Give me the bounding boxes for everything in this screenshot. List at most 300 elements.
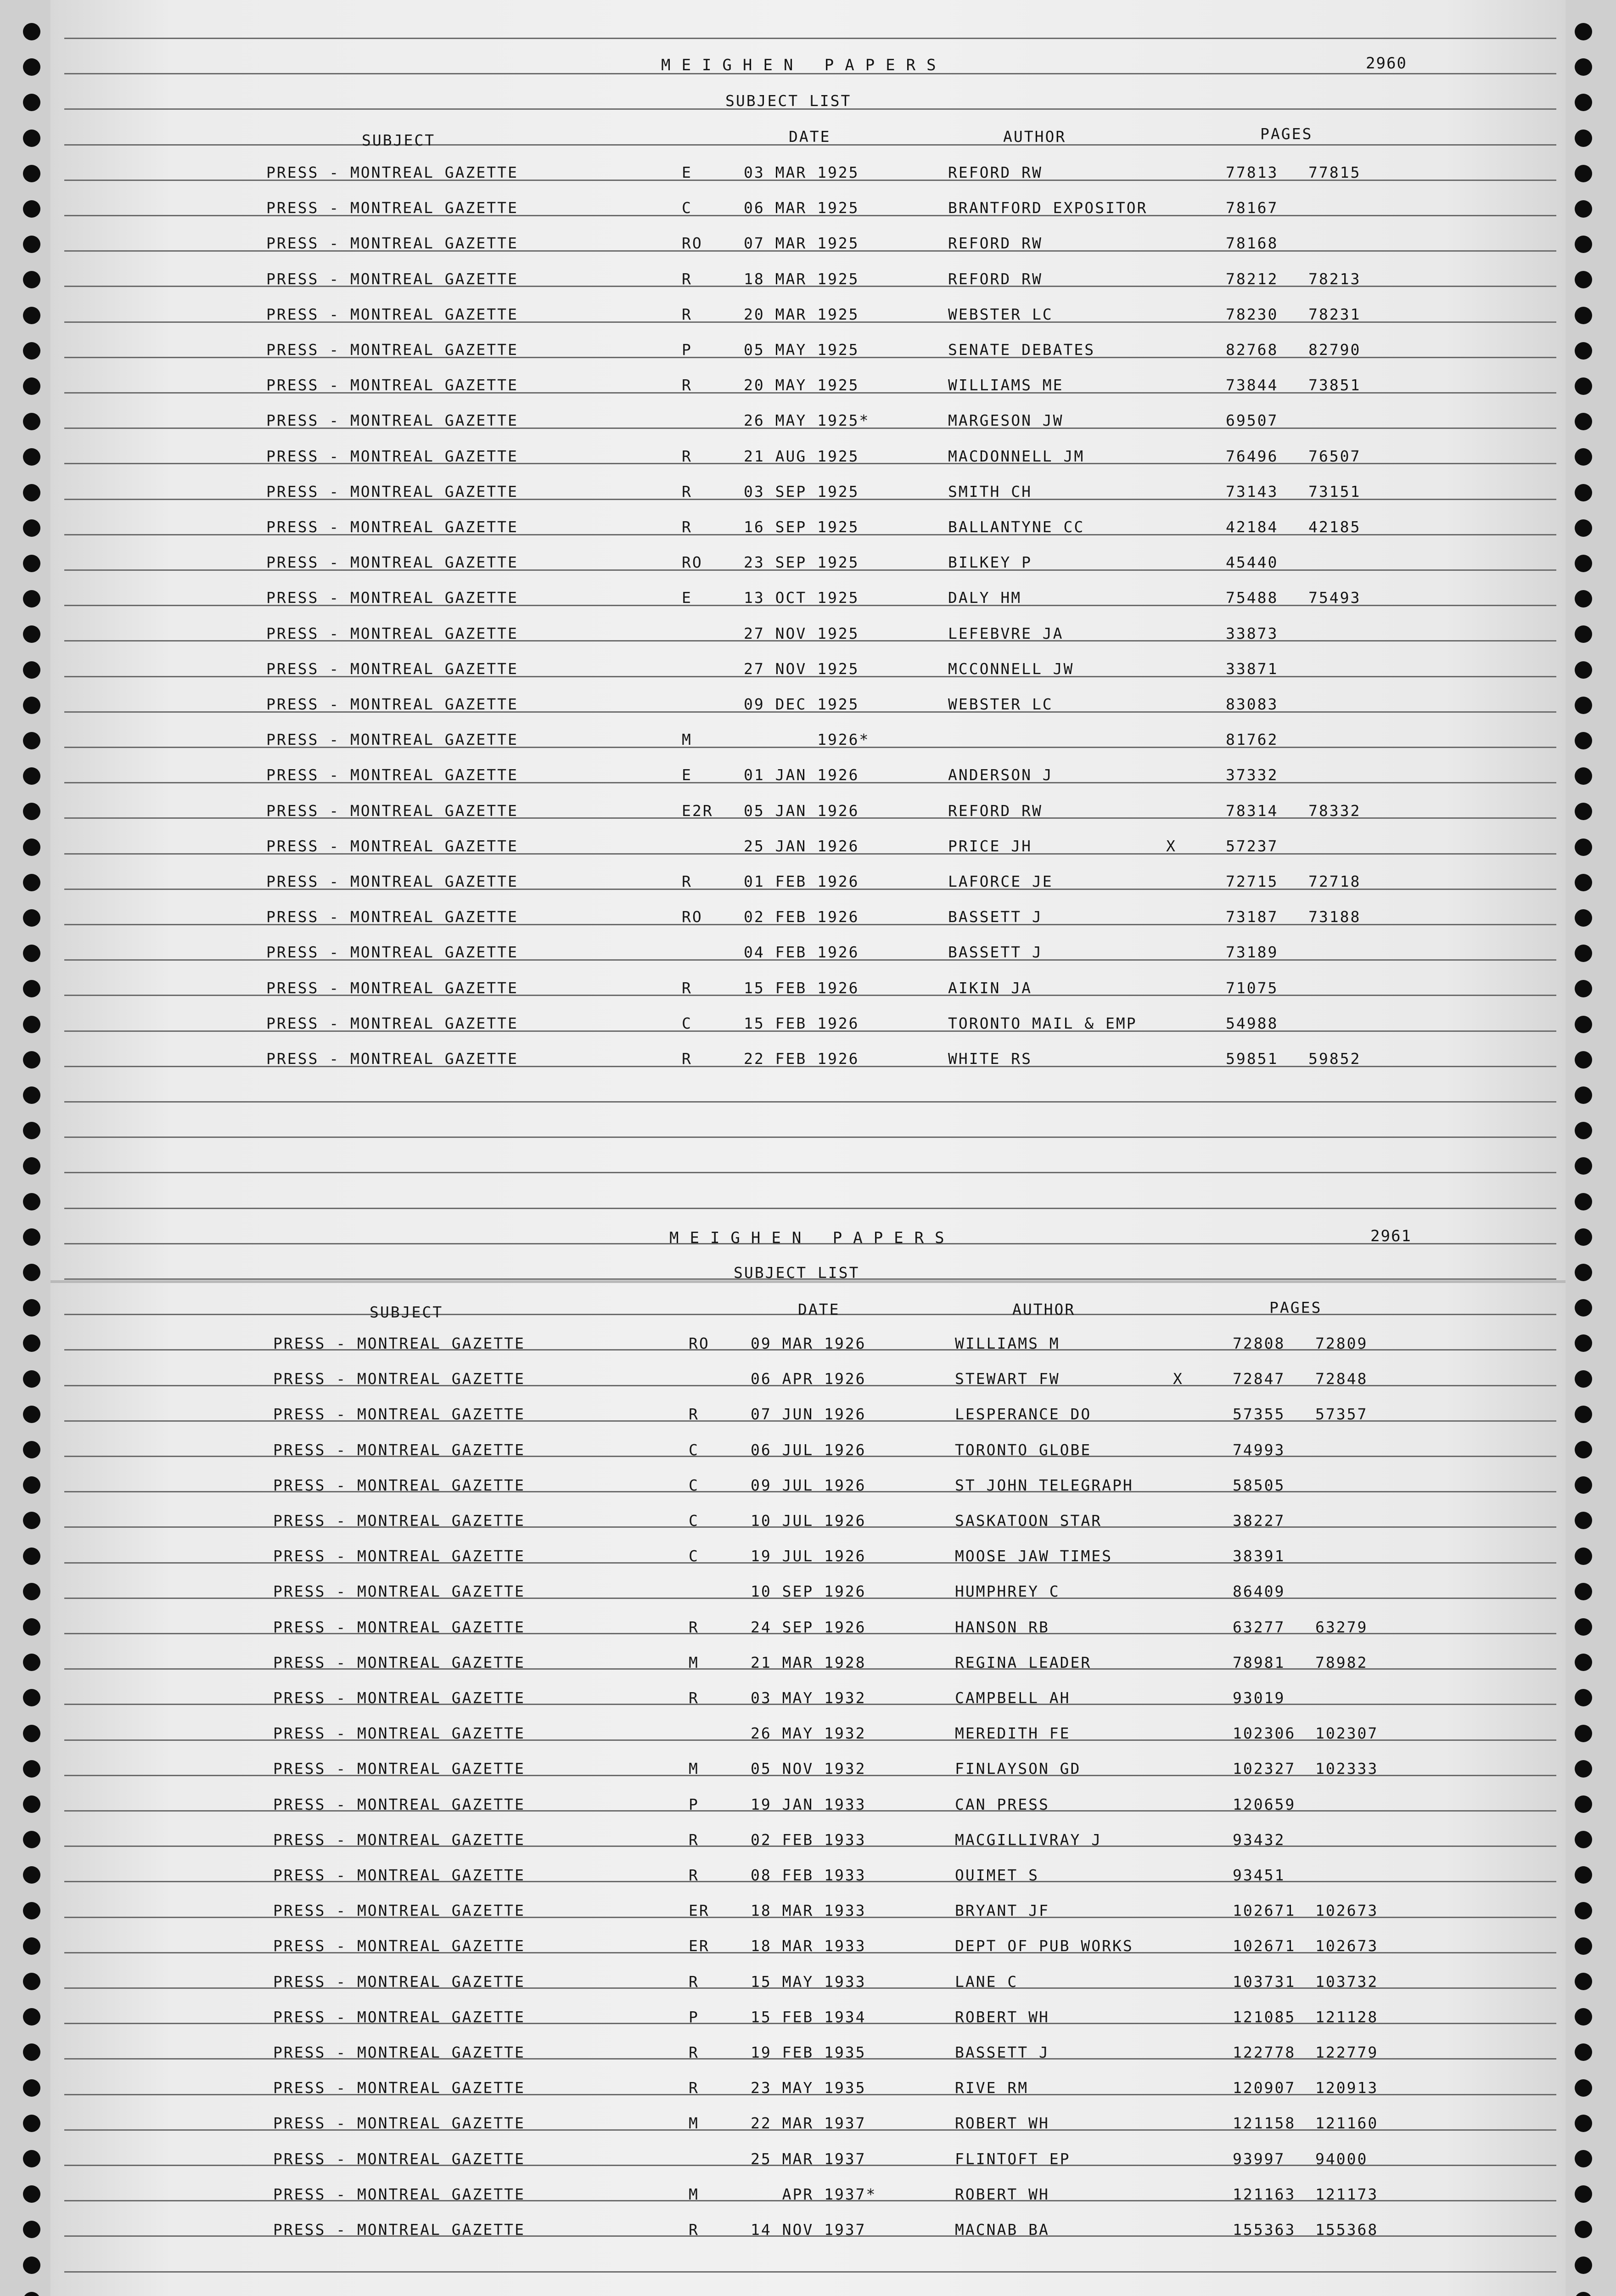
subject-cell: PRESS - MONTREAL GAZETTE (273, 2221, 525, 2239)
author-cell: REFORD RW (948, 270, 1043, 288)
code-cell: P (689, 2008, 699, 2026)
tractor-hole (23, 1795, 40, 1813)
table-row (266, 908, 1616, 943)
subject-cell: PRESS - MONTREAL GAZETTE (266, 766, 518, 784)
date-cell: 05 MAY 1925 (744, 341, 859, 359)
ruled-line (64, 1101, 1556, 1103)
tractor-hole (23, 448, 40, 466)
page-end-cell: 76507 (1308, 447, 1361, 465)
date-cell: 09 MAR 1926 (751, 1334, 866, 1352)
tractor-hole (1575, 1086, 1592, 1104)
page-start-cell: 78314 (1226, 801, 1279, 820)
date-cell: 06 JUL 1926 (751, 1441, 866, 1459)
date-cell: 15 FEB 1926 (744, 979, 859, 997)
author-cell: SENATE DEBATES (948, 341, 1095, 359)
table-row (266, 660, 1616, 695)
subject-cell: PRESS - MONTREAL GAZETTE (273, 2043, 525, 2061)
subject-cell: PRESS - MONTREAL GAZETTE (266, 695, 518, 713)
author-cell: BRYANT JF (955, 1902, 1049, 1920)
table-row (266, 341, 1616, 376)
author-cell: MCCONNELL JW (948, 659, 1074, 678)
tractor-hole (1575, 23, 1592, 40)
tractor-hole (23, 307, 40, 324)
subject-cell: PRESS - MONTREAL GAZETTE (266, 553, 518, 572)
subject-cell: PRESS - MONTREAL GAZETTE (273, 1582, 525, 1601)
code-cell: RO (682, 553, 703, 572)
date-cell: 24 SEP 1926 (751, 1618, 866, 1636)
tractor-hole (1575, 1193, 1592, 1210)
author-cell: DEPT OF PUB WORKS (955, 1937, 1133, 1955)
tractor-hole (23, 1299, 40, 1317)
subject-cell: PRESS - MONTREAL GAZETTE (266, 872, 518, 890)
page-start-cell: 75488 (1226, 589, 1279, 607)
page-start-cell: 86409 (1233, 1582, 1285, 1601)
subject-cell: PRESS - MONTREAL GAZETTE (266, 731, 518, 749)
code-cell: P (682, 341, 692, 359)
subject-cell: PRESS - MONTREAL GAZETTE (266, 270, 518, 288)
page-start-cell: 93451 (1233, 1866, 1285, 1884)
author-cell: TORONTO MAIL & EMP (948, 1014, 1137, 1032)
date-cell: 15 FEB 1926 (744, 1014, 859, 1032)
left-tractor-holes (18, 0, 46, 2296)
subject-cell: PRESS - MONTREAL GAZETTE (266, 624, 518, 642)
table-row (266, 1014, 1616, 1050)
tractor-hole (23, 236, 40, 253)
table-row (266, 766, 1616, 801)
code-cell: R (682, 305, 692, 323)
code-cell: R (682, 270, 692, 288)
date-cell: 10 SEP 1926 (751, 1582, 866, 1601)
tractor-hole (23, 1264, 40, 1281)
table-row (273, 1618, 1616, 1654)
table-row (273, 2008, 1616, 2043)
tractor-hole (23, 342, 40, 360)
page-start-cell: 122778 (1233, 2043, 1296, 2061)
author-cell: LEFEBVRE JA (948, 624, 1064, 642)
date-cell: 19 JAN 1933 (751, 1795, 866, 1813)
page-start-cell: 102671 (1233, 1937, 1296, 1955)
page-start-cell: 72808 (1233, 1334, 1285, 1352)
tractor-hole (23, 1228, 40, 1246)
tractor-hole (23, 1760, 40, 1778)
table-row (266, 943, 1616, 979)
date-cell: 27 NOV 1925 (744, 624, 859, 642)
code-cell: E (682, 589, 692, 607)
date-cell: 26 MAY 1932 (751, 1724, 866, 1743)
page-start-cell: 54988 (1226, 1014, 1279, 1032)
tractor-hole (23, 2221, 40, 2238)
page-start-cell: 69507 (1226, 411, 1279, 430)
page-start-cell: 74993 (1233, 1441, 1285, 1459)
page-end-cell: 73151 (1308, 482, 1361, 501)
subject-cell: PRESS - MONTREAL GAZETTE (273, 1830, 525, 1849)
page-end-cell: 77815 (1308, 163, 1361, 181)
date-cell: 21 AUG 1925 (744, 447, 859, 465)
tractor-hole (23, 413, 40, 430)
author-cell: ANDERSON J (948, 766, 1053, 784)
page-end-cell: 122779 (1315, 2043, 1379, 2061)
author-cell: HANSON RB (955, 1618, 1049, 1636)
page-start-cell: 59851 (1226, 1050, 1279, 1068)
tractor-hole (23, 1016, 40, 1033)
code-cell: R (689, 1866, 699, 1884)
subject-cell: PRESS - MONTREAL GAZETTE (266, 447, 518, 465)
code-cell: R (689, 1405, 699, 1424)
author-cell: MOOSE JAW TIMES (955, 1547, 1113, 1565)
table-row (273, 1760, 1616, 1795)
ruled-line (64, 1172, 1556, 1173)
page-start-cell: 121158 (1233, 2114, 1296, 2133)
page-start-cell: 82768 (1226, 341, 1279, 359)
date-cell: 09 JUL 1926 (751, 1476, 866, 1494)
code-cell: P (689, 1795, 699, 1813)
tractor-hole (23, 874, 40, 891)
table-row (273, 1902, 1616, 1937)
subject-cell: PRESS - MONTREAL GAZETTE (266, 589, 518, 607)
tractor-hole (23, 1086, 40, 1104)
date-cell: 18 MAR 1925 (744, 270, 859, 288)
tractor-hole (23, 1902, 40, 1919)
subject-cell: PRESS - MONTREAL GAZETTE (273, 1476, 525, 1494)
tractor-hole (1575, 1228, 1592, 1246)
date-cell: 26 MAY 1925* (744, 411, 870, 430)
date-cell: 15 MAY 1933 (751, 1972, 866, 1991)
subject-cell: PRESS - MONTREAL GAZETTE (266, 801, 518, 820)
date-cell: 20 MAR 1925 (744, 305, 859, 323)
table-row (266, 837, 1616, 872)
date-cell: 13 OCT 1925 (744, 589, 859, 607)
subject-cell: PRESS - MONTREAL GAZETTE (266, 482, 518, 501)
page-end-cell: 63279 (1315, 1618, 1368, 1636)
subject-cell: PRESS - MONTREAL GAZETTE (266, 943, 518, 962)
tractor-hole (23, 803, 40, 820)
document-title: MEIGHEN PAPERS (669, 1229, 955, 1247)
author-cell: REFORD RW (948, 163, 1043, 181)
tractor-hole (23, 484, 40, 501)
tractor-hole (23, 1725, 40, 1742)
tractor-hole (23, 1476, 40, 1494)
page-start-cell: 102306 (1233, 1724, 1296, 1743)
table-row (266, 199, 1616, 234)
subject-cell: PRESS - MONTREAL GAZETTE (273, 1653, 525, 1671)
subject-cell: PRESS - MONTREAL GAZETTE (266, 199, 518, 217)
subject-cell: PRESS - MONTREAL GAZETTE (266, 518, 518, 536)
author-cell: FLINTOFT EP (955, 2150, 1071, 2168)
table-row (266, 979, 1616, 1014)
code-cell: ER (689, 1902, 710, 1920)
table-row (273, 2079, 1616, 2114)
table-row (266, 163, 1616, 199)
tractor-hole (23, 58, 40, 76)
subject-cell: PRESS - MONTREAL GAZETTE (266, 376, 518, 394)
code-cell: R (682, 482, 692, 501)
table-row (273, 1405, 1616, 1441)
header-date: DATE (798, 1300, 840, 1318)
page-start-cell: 42184 (1226, 518, 1279, 536)
date-cell: 22 MAR 1937 (751, 2114, 866, 2133)
date-cell: 15 FEB 1934 (751, 2008, 866, 2026)
page-end-cell: 120913 (1315, 2079, 1379, 2097)
table-row (266, 872, 1616, 908)
subtitle: SUBJECT LIST (734, 1264, 860, 1282)
subject-cell: PRESS - MONTREAL GAZETTE (266, 305, 518, 323)
subject-cell: PRESS - MONTREAL GAZETTE (266, 837, 518, 855)
code-cell: C (689, 1476, 699, 1494)
page-start-cell: 120659 (1233, 1795, 1296, 1813)
table-row (273, 1973, 1616, 2008)
author-cell: ROBERT WH (955, 2185, 1049, 2203)
author-cell: SMITH CH (948, 482, 1032, 501)
header-date: DATE (789, 128, 831, 146)
subject-cell: PRESS - MONTREAL GAZETTE (273, 1795, 525, 1813)
table-row (266, 447, 1616, 483)
table-row (273, 2114, 1616, 2150)
author-cell: PRICE JH (948, 837, 1032, 855)
tractor-hole (23, 2115, 40, 2132)
table-row (273, 1547, 1616, 1582)
author-cell: SASKATOON STAR (955, 1512, 1102, 1530)
date-cell: 16 SEP 1925 (744, 518, 859, 536)
table-row (266, 1050, 1616, 1085)
page-start-cell: 57237 (1226, 837, 1279, 855)
author-cell: RIVE RM (955, 2079, 1029, 2097)
code-cell: RO (682, 234, 703, 253)
table-row (273, 2221, 1616, 2256)
tractor-hole (1575, 1122, 1592, 1139)
page-start-cell: 73844 (1226, 376, 1279, 394)
page-end-cell: 102673 (1315, 1937, 1379, 1955)
table-row (273, 1512, 1616, 1547)
tractor-hole (23, 2150, 40, 2167)
date-cell: 18 MAR 1933 (751, 1902, 866, 1920)
page-end-cell: 94000 (1315, 2150, 1368, 2168)
tractor-hole (23, 909, 40, 927)
tractor-hole (23, 625, 40, 643)
date-cell: 05 NOV 1932 (751, 1760, 866, 1778)
code-cell: R (689, 2043, 699, 2061)
table-row (266, 802, 1616, 837)
page-end-cell: 72809 (1315, 1334, 1368, 1352)
code-cell: R (689, 2221, 699, 2239)
date-cell: 03 MAR 1925 (744, 163, 859, 181)
author-cell: BASSETT J (955, 2043, 1049, 2061)
subject-cell: PRESS - MONTREAL GAZETTE (273, 1405, 525, 1424)
code-cell: ER (689, 1937, 710, 1955)
code-cell: R (689, 1689, 699, 1707)
page-end-cell: 155368 (1315, 2221, 1379, 2239)
subject-cell: PRESS - MONTREAL GAZETTE (273, 1866, 525, 1884)
date-cell: 21 MAR 1928 (751, 1653, 866, 1671)
tractor-hole (23, 1866, 40, 1884)
subject-cell: PRESS - MONTREAL GAZETTE (273, 1618, 525, 1636)
code-cell: C (682, 199, 692, 217)
page-end-cell: 78982 (1315, 1653, 1368, 1671)
tractor-hole (23, 767, 40, 785)
subject-cell: PRESS - MONTREAL GAZETTE (266, 979, 518, 997)
tractor-hole (23, 661, 40, 679)
table-row (266, 483, 1616, 518)
tractor-hole (23, 1512, 40, 1529)
page-start-cell: 102671 (1233, 1902, 1296, 1920)
tractor-hole (23, 697, 40, 714)
table-row (266, 270, 1616, 305)
author-cell: MEREDITH FE (955, 1724, 1071, 1743)
table-row (266, 376, 1616, 411)
code-cell: C (682, 1014, 692, 1032)
subject-cell: PRESS - MONTREAL GAZETTE (273, 2185, 525, 2203)
author-cell: WEBSTER LC (948, 305, 1053, 323)
code-cell: R (682, 376, 692, 394)
ruled-line (64, 38, 1556, 39)
code-cell: RO (682, 908, 703, 926)
tractor-hole (23, 1193, 40, 1210)
subject-cell: PRESS - MONTREAL GAZETTE (273, 1689, 525, 1707)
page-start-cell: 63277 (1233, 1618, 1285, 1636)
code-cell: C (689, 1547, 699, 1565)
author-cell: LESPERANCE DO (955, 1405, 1092, 1424)
date-cell: 27 NOV 1925 (744, 659, 859, 678)
date-cell: 18 MAR 1933 (751, 1937, 866, 1955)
page-start-cell: 72715 (1226, 872, 1279, 890)
page-start-cell: 45440 (1226, 553, 1279, 572)
page-start-cell: 33873 (1226, 624, 1279, 642)
date-cell: 23 MAY 1935 (751, 2079, 866, 2097)
subject-cell: PRESS - MONTREAL GAZETTE (273, 2008, 525, 2026)
table-row (266, 589, 1616, 624)
tractor-hole (23, 1051, 40, 1069)
header-subject: SUBJECT (362, 131, 436, 149)
page-start-cell: 38227 (1233, 1512, 1285, 1530)
page-start-cell: 83083 (1226, 695, 1279, 713)
header-pages: PAGES (1260, 125, 1313, 143)
page-start-cell: 77813 (1226, 163, 1279, 181)
table-row (273, 1866, 1616, 1902)
date-cell: 08 FEB 1933 (751, 1866, 866, 1884)
date-cell: 19 FEB 1935 (751, 2043, 866, 2061)
page-start-cell: 57355 (1233, 1405, 1285, 1424)
author-cell: ROBERT WH (955, 2114, 1049, 2133)
page-end-cell: 73851 (1308, 376, 1361, 394)
tractor-hole (23, 2257, 40, 2274)
table-row (273, 1689, 1616, 1724)
tractor-hole (23, 2292, 40, 2296)
page-end-cell: 72848 (1315, 1370, 1368, 1388)
author-cell: LANE C (955, 1972, 1018, 1991)
tractor-hole (23, 1937, 40, 1955)
author-cell: LAFORCE JE (948, 872, 1053, 890)
tractor-hole (23, 271, 40, 288)
author-cell: BRANTFORD EXPOSITOR (948, 199, 1148, 217)
tractor-hole (23, 945, 40, 962)
date-cell: 02 FEB 1926 (744, 908, 859, 926)
date-cell: 07 MAR 1925 (744, 234, 859, 253)
table-row (273, 2185, 1616, 2221)
page-end-cell: 72718 (1308, 872, 1361, 890)
table-row (266, 625, 1616, 660)
table-row (273, 1441, 1616, 1476)
tractor-hole (23, 1689, 40, 1706)
date-cell: 07 JUN 1926 (751, 1405, 866, 1424)
tractor-hole (23, 94, 40, 111)
table-row (273, 1724, 1616, 1760)
author-cell: REFORD RW (948, 801, 1043, 820)
table-row (266, 518, 1616, 553)
tractor-hole (23, 1583, 40, 1600)
page-start-cell: 93997 (1233, 2150, 1285, 2168)
page-start-cell: 72847 (1233, 1370, 1285, 1388)
page-start-cell: 103731 (1233, 1972, 1296, 1991)
tractor-hole (23, 1441, 40, 1458)
page-end-cell: 121160 (1315, 2114, 1379, 2133)
code-cell: R (682, 1050, 692, 1068)
code-cell: E (682, 766, 692, 784)
table-row (273, 1370, 1616, 1405)
author-cell: MACGILLIVRAY J (955, 1830, 1102, 1849)
author-cell: BILKEY P (948, 553, 1032, 572)
table-row (273, 2043, 1616, 2079)
author-cell: BASSETT J (948, 943, 1043, 962)
author-cell: FINLAYSON GD (955, 1760, 1081, 1778)
page-end-cell: 103732 (1315, 1972, 1379, 1991)
page-start-cell: 37332 (1226, 766, 1279, 784)
mark-cell: X (1173, 1370, 1184, 1388)
tractor-hole (23, 2079, 40, 2097)
page-start-cell: 78981 (1233, 1653, 1285, 1671)
subject-cell: PRESS - MONTREAL GAZETTE (273, 1724, 525, 1743)
author-cell: STEWART FW (955, 1370, 1060, 1388)
tractor-hole (23, 1831, 40, 1848)
page-start-cell: 71075 (1226, 979, 1279, 997)
subject-cell: PRESS - MONTREAL GAZETTE (273, 2079, 525, 2097)
page-start-cell: 81762 (1226, 731, 1279, 749)
table-row (266, 553, 1616, 589)
author-cell: ST JOHN TELEGRAPH (955, 1476, 1133, 1494)
ruled-line (64, 1137, 1556, 1138)
tractor-hole (23, 129, 40, 147)
table-row (273, 1334, 1616, 1370)
author-cell: HUMPHREY C (955, 1582, 1060, 1601)
subject-cell: PRESS - MONTREAL GAZETTE (266, 908, 518, 926)
author-cell: WEBSTER LC (948, 695, 1053, 713)
subject-cell: PRESS - MONTREAL GAZETTE (266, 341, 518, 359)
subtitle: SUBJECT LIST (725, 92, 852, 110)
code-cell: R (682, 518, 692, 536)
table-row (273, 1831, 1616, 1866)
table-row (266, 695, 1616, 731)
tractor-hole (23, 377, 40, 395)
page-start-cell: 33871 (1226, 659, 1279, 678)
page-start-cell: 76496 (1226, 447, 1279, 465)
table-row (266, 731, 1616, 766)
author-cell: MARGESON JW (948, 411, 1064, 430)
document-title: MEIGHEN PAPERS (661, 56, 947, 74)
date-cell: 10 JUL 1926 (751, 1512, 866, 1530)
table-row (273, 1582, 1616, 1618)
page-start-cell: 78230 (1226, 305, 1279, 323)
tractor-hole (23, 1548, 40, 1565)
code-cell: R (689, 2079, 699, 2097)
author-cell: TORONTO GLOBE (955, 1441, 1092, 1459)
code-cell: M (689, 1760, 699, 1778)
tractor-hole (23, 2185, 40, 2203)
page-end-cell: 75493 (1308, 589, 1361, 607)
date-cell: 04 FEB 1926 (744, 943, 859, 962)
date-cell: 22 FEB 1926 (744, 1050, 859, 1068)
author-cell: ROBERT WH (955, 2008, 1049, 2026)
tractor-hole (23, 980, 40, 997)
tractor-hole (23, 1618, 40, 1636)
tractor-hole (23, 1122, 40, 1139)
